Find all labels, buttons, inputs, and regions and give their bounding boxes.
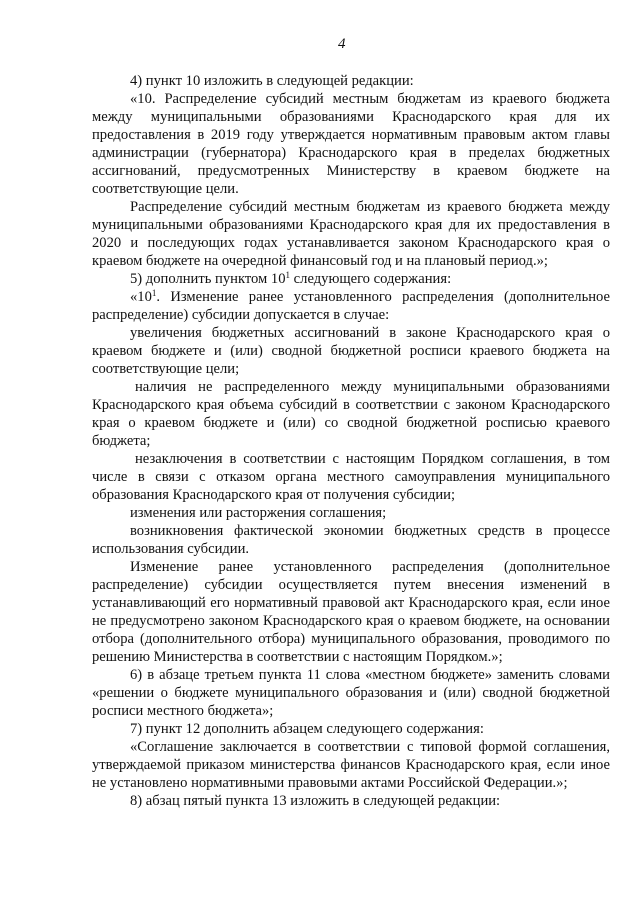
- paragraph-case-nonconclusion: незаключения в соответствии с настоящим Порядком соглашения, в том числе в связи с отказом органа местного самоуправления муниципального образования Краснодарского края от получения субсидии;: [92, 451, 610, 503]
- paragraph-case-increase: увеличения бюджетных ассигнований в законе Краснодарского края о краевом бюджете и (или) сводной бюджетной росписи краевого бюджета на соответствующие цели;: [92, 325, 610, 377]
- paragraph-point-10-1: [92, 288, 610, 324]
- paragraph-case-undistributed: наличия не распределенного между муниципальными образованиями Краснодарского края объема субсидий в соответствии с законом Краснодарского края о краевом бюджете и (или) со сводной бюджетной росписью краевого бюджета;: [92, 379, 610, 449]
- document-body: [92, 72, 610, 810]
- paragraph-item-8: 8) абзац пятый пункта 13 изложить в следующей редакции:: [130, 793, 501, 809]
- superscript-1: 1: [285, 270, 291, 280]
- paragraph-case-change: изменения или расторжения соглашения;: [130, 505, 387, 521]
- point-10-1-prefix: «10: [130, 289, 152, 305]
- point-10-1-text: . Изменение ранее установленного распределения (дополнительное распределение) субсидии допускается в случае:: [92, 289, 610, 323]
- paragraph-redistribution: Изменение ранее установленного распределения (дополнительное распределение) субсидии осуществляется путем внесения изменений в устанавливающий его нормативный правовой акт Краснодарского края, если иное не предусмотрено законом Краснодарского края о краевом бюджете, на основании отбора (дополнительного отбора) муниципального образования, проводимого по решению Министерства в соответствии с настоящим Порядком.»;: [92, 559, 610, 665]
- paragraph-point-10: «10. Распределение субсидий местным бюджетам из краевого бюджета между муниципальными образованиями Краснодарского края для их предоставления в 2019 году утверждается нормативным правовым актом главы администрации (губернатора) Краснодарского края в пределах бюджетных ассигнований, предусмотренных Министерству в краевом бюджете на соответствующие цели.: [92, 91, 610, 197]
- item-5-suffix: следующего содержания:: [290, 271, 452, 287]
- paragraph-case-economy: возникновения фактической экономии бюджетных средств в процессе использования субсидии.: [92, 523, 610, 557]
- paragraph-item-4: 4) пункт 10 изложить в следующей редакции:: [130, 73, 414, 89]
- paragraph-item-7: 7) пункт 12 дополнить абзацем следующего содержания:: [130, 721, 484, 737]
- paragraph-item-6: 6) в абзаце третьем пункта 11 слова «местном бюджете» заменить словами «решении о бюджете муниципального образования и (или) сводной бюджетной росписи местного бюджета»;: [92, 667, 610, 719]
- page-number: 4: [338, 36, 346, 52]
- item-5-text: 5) дополнить пунктом 10: [130, 271, 286, 287]
- superscript-1b: 1: [151, 288, 157, 298]
- paragraph-agreement: «Соглашение заключается в соответствии с типовой формой соглашения, утверждаемой приказом министерства финансов Краснодарского края, если иное не установлено нормативными правовыми актами Российской Федерации.»;: [92, 739, 610, 791]
- paragraph-item-5: [92, 270, 610, 288]
- paragraph-distribution-2020: Распределение субсидий местным бюджетам из краевого бюджета между муниципальными образованиями Краснодарского края для их предоставления в 2020 и последующих годах устанавливается законом Краснодарского края о краевом бюджете на очередной финансовый год и на плановый период.»;: [92, 199, 610, 269]
